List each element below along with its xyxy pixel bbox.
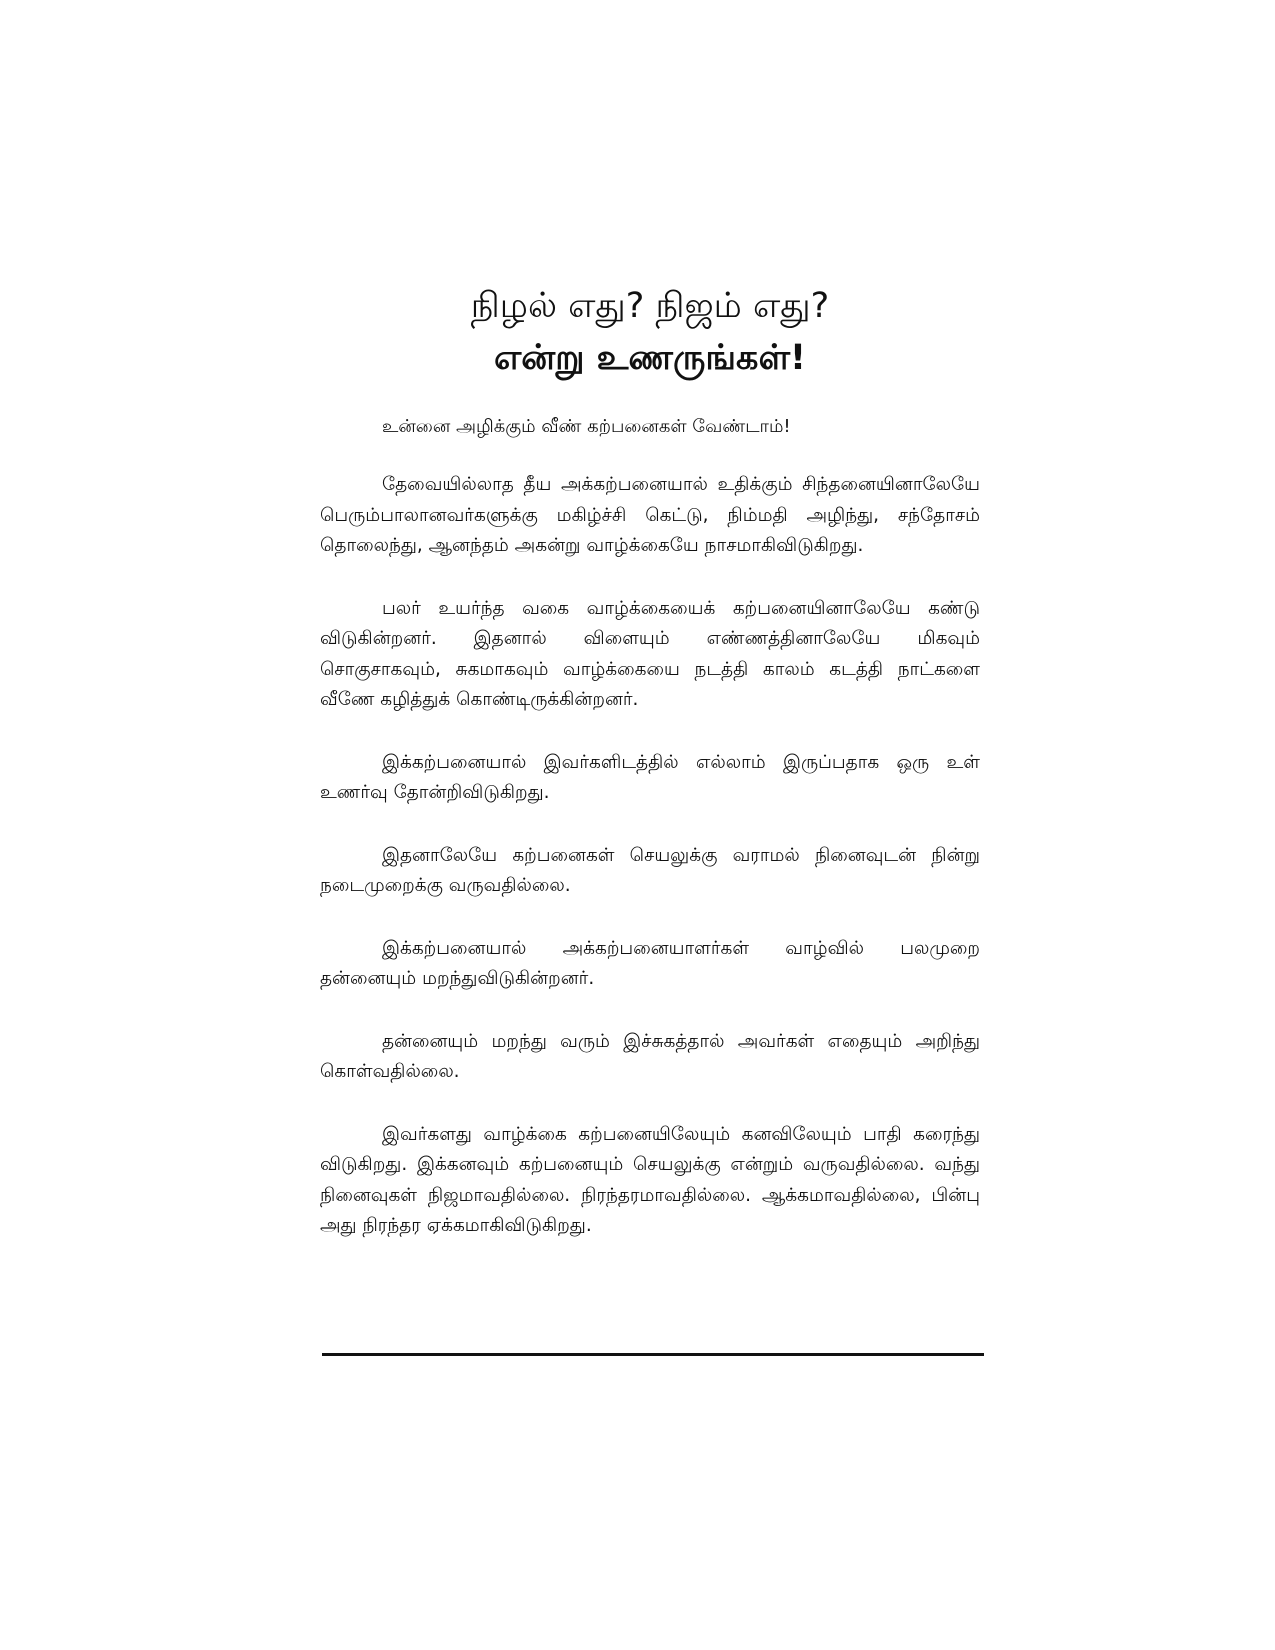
title-line-2: என்று உணருங்கள்! <box>493 338 806 378</box>
paragraph-5: இக்கற்பனையால் அக்கற்பனையாளர்கள் வாழ்வில் பலமுறை தன்னையும் மறந்துவிடுகின்றனர். <box>320 937 980 989</box>
bottom-divider <box>322 1353 984 1356</box>
paragraph-3: இக்கற்பனையால் இவர்களிடத்தில் எல்லாம் இருப்பதாக ஒரு உள் உணர்வு தோன்றிவிடுகிறது. <box>320 751 980 803</box>
page-title <box>320 280 980 384</box>
title-line-1: நிழல் எது? நிஜம் எது? <box>470 286 830 326</box>
document-page <box>320 280 980 1242</box>
paragraph-4: இதனாலேயே கற்பனைகள் செயலுக்கு வராமல் நினைவுடன் நின்று நடைமுறைக்கு வருவதில்லை. <box>320 844 980 896</box>
paragraph-2: பலர் உயர்ந்த வகை வாழ்க்கையைக் கற்பனையினாலேயே கண்டு விடுகின்றனர். இதனால் விளையும் எண்ணத்தினாலேயே மிகவும் சொகுசாகவும், சுகமாகவும் வாழ்க்கையை நடத்தி காலம் கடத்தி நாட்களை வீணே கழித்துக் கொண்டிருக்கின்றனர். <box>320 597 980 710</box>
paragraph-7: இவர்களது வாழ்க்கை கற்பனையிலேயும் கனவிலேயும் பாதி கரைந்து விடுகிறது. இக்கனவும் கற்பனையும் செயலுக்கு என்றும் வருவதில்லை. வந்து நினைவுகள் நிஜமாவதில்லை. நிரந்தரமாவதில்லை. ஆக்கமாவதில்லை, பின்பு அது நிரந்தர ஏக்கமாகிவிடுகிறது. <box>320 1123 980 1236</box>
paragraph-1: தேவையில்லாத தீய அக்கற்பனையால் உதிக்கும் சிந்தனையினாலேயே பெரும்பாலானவர்களுக்கு மகிழ்ச்சி கெட்டு, நிம்மதி அழிந்து, சந்தோசம் தொலைந்து, ஆனந்தம் அகன்று வாழ்க்கையே நாசமாகிவிடுகிறது. <box>320 474 980 556</box>
paragraph-6: தன்னையும் மறந்து வரும் இச்சுகத்தால் அவர்கள் எதையும் அறிந்து கொள்வதில்லை. <box>320 1030 980 1082</box>
subtitle: உன்னை அழிக்கும் வீண் கற்பனைகள் வேண்டாம்! <box>382 416 791 437</box>
